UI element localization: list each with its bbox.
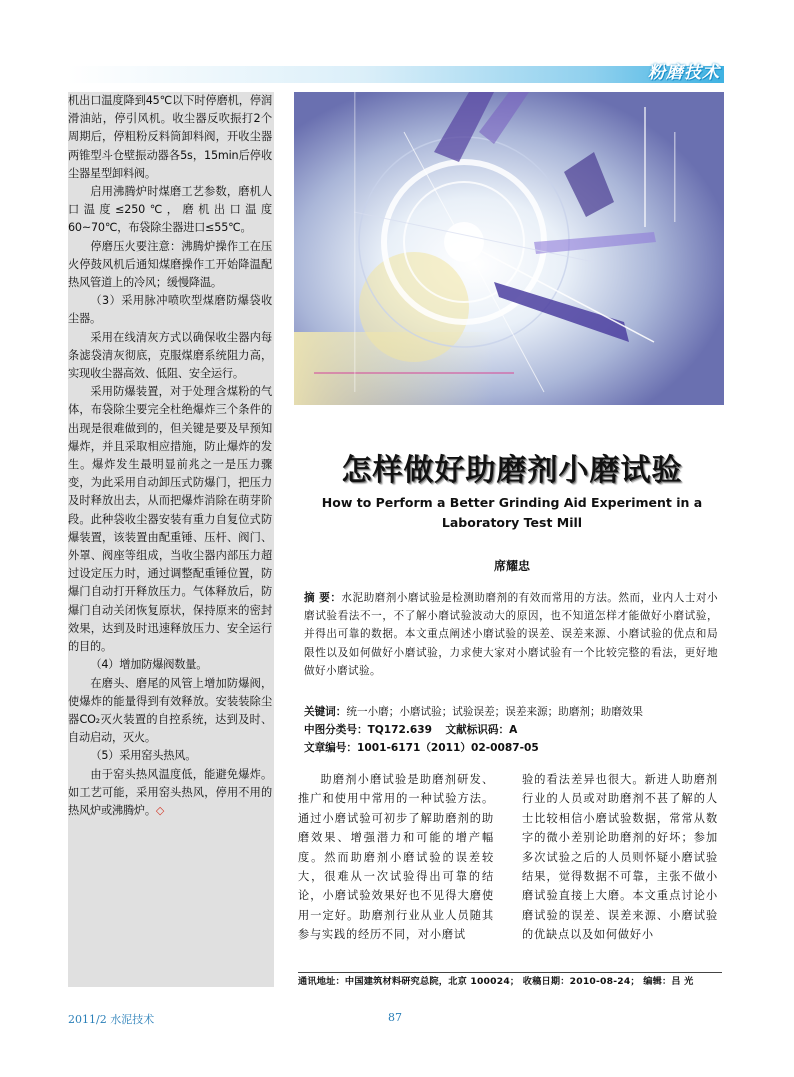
article-title-cn: 怎样做好助磨剂小磨试验 — [341, 453, 683, 488]
article-number-line — [304, 739, 718, 757]
title-en-line-1: How to Perform a Better Grinding Aid Experiment in a — [321, 495, 703, 510]
left-paragraph-10: 由于窑头热风温度低，能避免爆炸。如工艺可能，采用窑头热风，停用不用的热风炉或沸腾炉。◇ — [68, 767, 272, 817]
body-paragraph-1: 助磨剂小磨试验是助磨剂研发、推广和使用中常用的一种试验方法。通过小磨试验可初步了解助磨剂的助磨效果、增强潜力和可能的增产幅度。然而助磨剂小磨试验的误差较大，很难从一次试验得出可靠的结论，小磨试验效果好也不见得大磨使用一定好。助磨剂行业从业人员随其参与实践的经历不同，对小磨试 — [298, 773, 494, 942]
article-no-value: 1001-6171（2011）02-0087-05 — [356, 742, 539, 754]
article-title-en — [300, 493, 724, 533]
left-paragraph-5: 采用在线清灰方式以确保收尘器内每条滤袋清灰彻底，克服煤磨系统阻力高，实现收尘器高效、低阻、安全运行。 — [68, 330, 272, 381]
clc-label: 中图分类号： — [304, 724, 368, 736]
classification-line — [304, 721, 718, 739]
author-name: 席耀忠 — [493, 559, 530, 573]
abstract-tech-illustration — [294, 92, 724, 405]
journal-issue: 2011/2 水泥技术 — [68, 1013, 155, 1026]
body-column-2 — [522, 770, 718, 945]
left-paragraph-1: 机出口温度降到45℃以下时停磨机，停润滑油站，停引风机。收尘器反吹振打2个周期后，停粗粉反料筒卸料阀，开收尘器两锥型斗仓壁振动器各5s，15min后停收尘器星型卸料阀。 — [68, 94, 272, 180]
section-title: 粉磨技术 — [648, 63, 720, 83]
abstract-label: 摘 要： — [304, 592, 342, 604]
left-paragraph-9: （5）采用窑头热风。 — [90, 749, 197, 763]
abstract — [304, 589, 718, 680]
left-paragraph-2: 启用沸腾炉时煤磨工艺参数，磨机人口温度≤250℃，磨机出口温度60~70℃，布袋除尘器进口≤55℃。 — [68, 185, 272, 235]
left-paragraph-4: （3）采用脉冲喷吹型煤磨防爆袋收尘器。 — [68, 294, 272, 326]
body-column-1 — [298, 770, 494, 945]
footnote: 通讯地址：中国建筑材料研究总院，北京 100024； 收稿日期：2010-08-24； 编辑：吕 光 — [298, 976, 694, 987]
keywords — [304, 703, 718, 721]
footnote-divider — [298, 972, 722, 973]
hero-image — [294, 92, 724, 405]
header-gradient-bar — [68, 66, 724, 83]
left-paragraph-3: 停磨压火要注意：沸腾炉操作工在压火停鼓风机后通知煤磨操作工开始降温配热风管道上的冷风；缓慢降温。 — [68, 239, 272, 290]
end-mark-icon: ◇ — [155, 803, 165, 817]
title-en-line-2: Laboratory Test Mill — [441, 515, 583, 530]
left-paragraph-8: 在磨头、磨尾的风管上增加防爆阀，使爆炸的能量得到有效释放。安装装除尘器CO₂灭火装置的自控系统，达到及时、自动启动，灭火。 — [68, 676, 272, 745]
doc-code-value: A — [509, 724, 518, 736]
abstract-text: 水泥助磨剂小磨试验是检测助磨剂的有效而常用的方法。然而，业内人士对小磨试验看法不一，不了解小磨试验波动大的原因，也不知道怎样才能做好小磨试验，并得出可靠的数据。本文重点阐述小磨试验的误差、误差来源、小磨试验的优点和局限性以及如何做好小磨试验，力求使大家对小磨试验有一个比较完整的看法，更好地做好小磨试验。 — [304, 592, 718, 677]
clc-value: TQ172.639 — [367, 724, 433, 736]
left-paragraph-7: （4）增加防爆阀数量。 — [90, 658, 208, 672]
keywords-text: 统一小磨；小磨试验；试验误差；误差来源；助磨剂；助磨效果 — [346, 706, 643, 718]
body-paragraph-2: 验的看法差异也很大。新进人助磨剂行业的人员或对助磨剂不甚了解的人士比较相信小磨试验数据，常常从数字的微小差别论助磨剂的好坏；参加多次试验之后的人员则怀疑小磨试验结果，觉得数据不可靠，主张不做小磨试验直接上大磨。本文重点讨论小磨试验的误差、误差来源、小磨试验的优缺点以及如何做好小 — [522, 773, 718, 942]
doc-code-label: 文献标识码： — [445, 724, 510, 736]
page-number: 87 — [388, 1011, 402, 1024]
article-no-label: 文章编号： — [304, 742, 357, 754]
left-paragraph-6: 采用防爆装置，对于处理含煤粉的气体，布袋除尘要完全杜绝爆炸三个条件的出现是很难做到的，但关键是要及早预知爆炸，并且采取相应措施，防止爆炸的发生。爆炸发生最明显前兆之一是压力骤变，为此采用自动卸压式防爆门，把压力及时释放出去，从而把爆炸消除在萌芽阶段。此种袋收尘器安装有重力自复位式防爆装置，该装置由配重锤、压杆、阀门、外罩、阀座等组成，当收尘器内部压力超过设定压力时，通过调整配重锤位置，防爆门自动打开释放压力。气体释放后，防爆门自动关闭恢复原状，保持原来的密封效果，达到及时迅速释放压力、安全运行的目的。 — [68, 385, 272, 654]
left-column — [68, 92, 274, 987]
keywords-label: 关键词： — [304, 706, 347, 718]
